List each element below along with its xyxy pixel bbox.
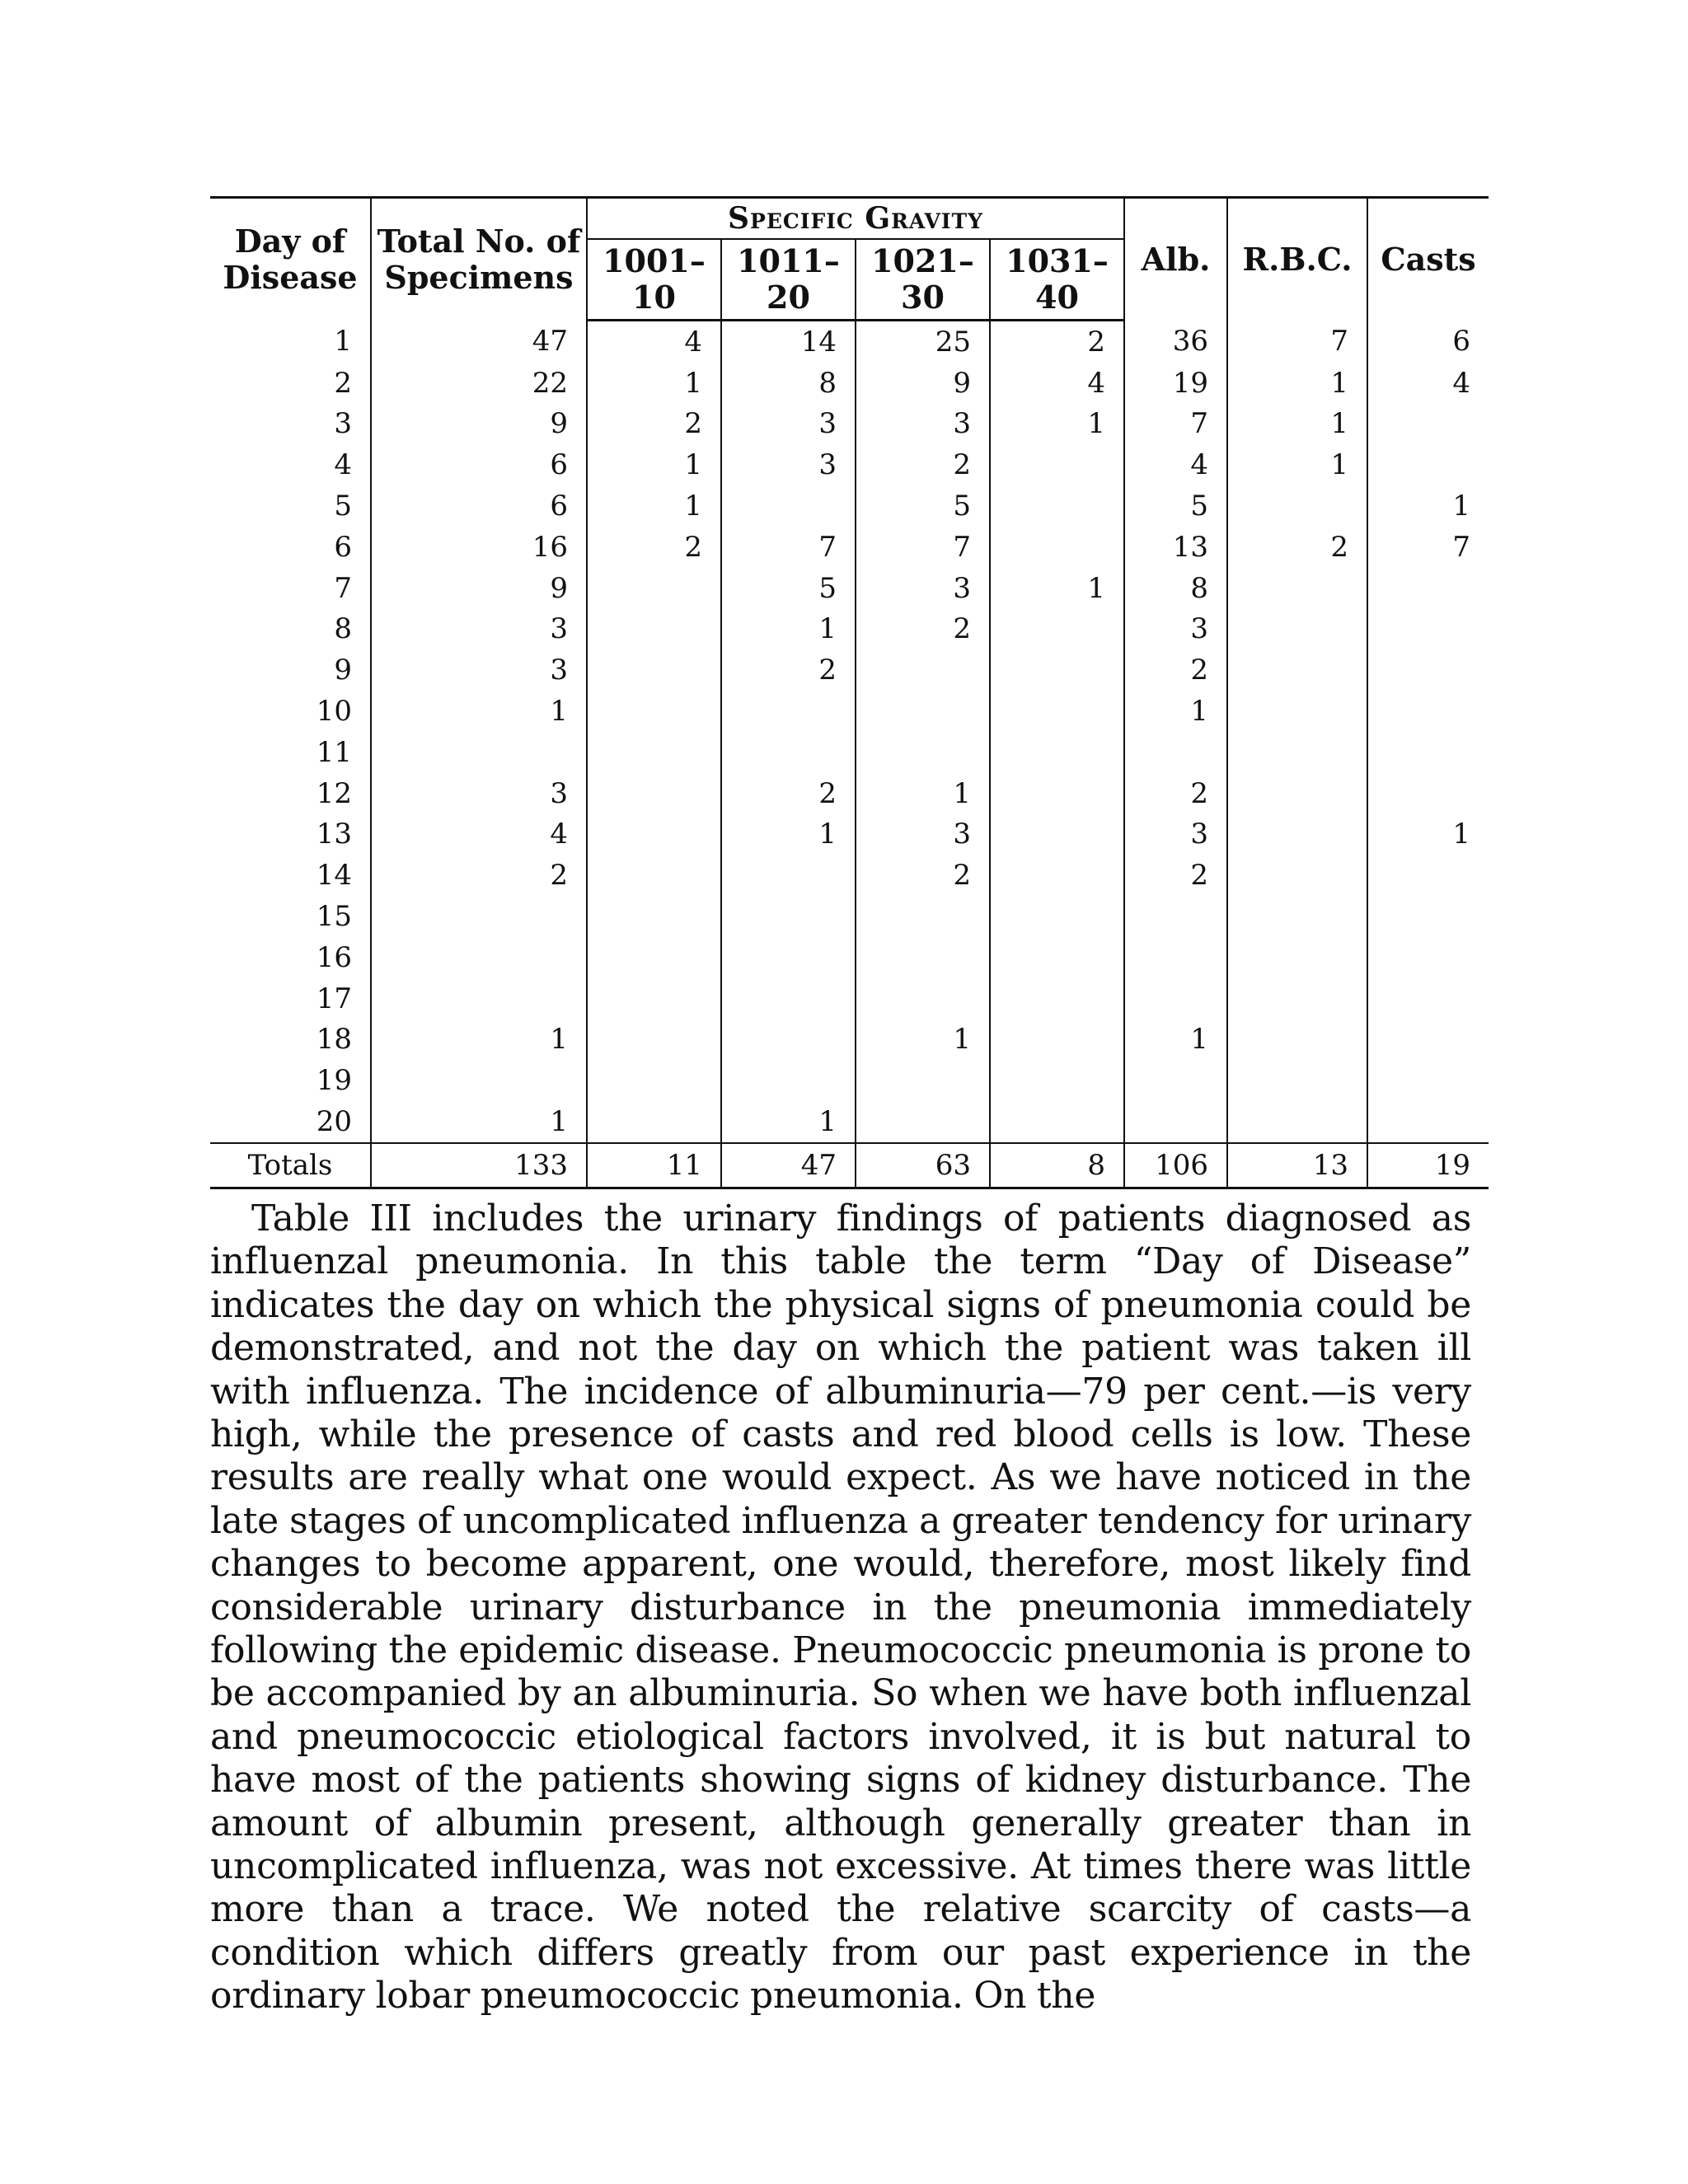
cell-sg-1011-20: 8 <box>721 363 856 404</box>
cell-casts <box>1367 691 1489 732</box>
cell-sg-1011-20: 3 <box>721 444 856 485</box>
cell-sg-1021-30: 9 <box>856 363 990 404</box>
cell-sg-1011-20: 1 <box>721 814 856 855</box>
cell-total: 1 <box>371 1101 587 1143</box>
cell-total: 1 <box>371 691 587 732</box>
table-row <box>210 1019 1489 1061</box>
cell-alb: 1 <box>1124 691 1227 732</box>
cell-sg-1031-40 <box>990 1101 1124 1143</box>
cell-sg-1031-40 <box>990 978 1124 1019</box>
header-sg-1021-30: 1021–30 <box>856 239 990 321</box>
table-row <box>210 444 1489 485</box>
total-sg-1001-10: 11 <box>587 1143 721 1188</box>
body-paragraph: Table III includes the urinary findings of patients diagnosed as influenzal pneumonia. In this table the term “Day of Disease” indicates the day on which the physical signs of pneumonia could be demonstrated, and not the day on which the patient was taken ill with influenza. The incidence of albuminuria—79 per cent.—is very high, while the presence of casts and red blood cells is low. These results are really what one would expect. As we have noticed in the late stages of uncomplicated influenza a greater tendency for urinary changes to become apparent, one would, therefore, most likely find considerable urinary disturbance in the pneumonia immediately following the epidemic disease. Pneumococcic pneumonia is prone to be accompanied by an albuminuria. So when we have both influenzal and pneumococcic etiological factors involved, it is but natural to have most of the patients showing signs of kidney disturbance. The amount of albumin present, although generally greater than in uncomplicated influenza, was not excessive. At times there was little more than a trace. We noted the relative scarcity of casts—a condition which differs greatly from our past experience in the ordinary lobar pneumococcic pneumonia. On the <box>210 1197 1471 2018</box>
cell-sg-1011-20: 2 <box>721 649 856 691</box>
cell-sg-1031-40: 1 <box>990 568 1124 609</box>
cell-sg-1031-40 <box>990 814 1124 855</box>
cell-casts <box>1367 937 1489 978</box>
table-row <box>210 363 1489 404</box>
total-rbc: 13 <box>1227 1143 1367 1188</box>
cell-day: 7 <box>210 568 371 609</box>
cell-alb: 19 <box>1124 363 1227 404</box>
cell-total <box>371 1060 587 1101</box>
cell-casts <box>1367 1019 1489 1061</box>
cell-sg-1011-20: 1 <box>721 609 856 650</box>
header-total-specimens: Total No. of Specimens <box>371 198 587 321</box>
cell-casts <box>1367 444 1489 485</box>
cell-sg-1021-30: 5 <box>856 485 990 527</box>
cell-day: 2 <box>210 363 371 404</box>
document-page <box>210 196 1476 2018</box>
cell-rbc <box>1227 1101 1367 1143</box>
cell-sg-1011-20 <box>721 978 856 1019</box>
cell-sg-1011-20: 7 <box>721 527 856 568</box>
cell-rbc <box>1227 485 1367 527</box>
table-row <box>210 978 1489 1019</box>
cell-total: 4 <box>371 814 587 855</box>
cell-alb: 2 <box>1124 855 1227 896</box>
cell-sg-1001-10 <box>587 814 721 855</box>
totals-row <box>210 1143 1489 1188</box>
cell-alb: 3 <box>1124 609 1227 650</box>
cell-rbc <box>1227 1060 1367 1101</box>
cell-alb <box>1124 1101 1227 1143</box>
cell-sg-1001-10 <box>587 896 721 937</box>
cell-sg-1031-40: 1 <box>990 404 1124 445</box>
cell-sg-1021-30: 1 <box>856 1019 990 1061</box>
cell-sg-1021-30: 2 <box>856 609 990 650</box>
cell-alb <box>1124 937 1227 978</box>
cell-rbc <box>1227 609 1367 650</box>
cell-sg-1021-30: 2 <box>856 855 990 896</box>
cell-sg-1031-40 <box>990 1019 1124 1061</box>
cell-alb: 7 <box>1124 404 1227 445</box>
cell-alb <box>1124 896 1227 937</box>
cell-sg-1001-10 <box>587 568 721 609</box>
cell-sg-1001-10 <box>587 855 721 896</box>
cell-sg-1031-40 <box>990 896 1124 937</box>
table-body <box>210 321 1489 1188</box>
cell-day: 13 <box>210 814 371 855</box>
cell-day: 14 <box>210 855 371 896</box>
cell-alb: 8 <box>1124 568 1227 609</box>
cell-sg-1011-20 <box>721 1019 856 1061</box>
cell-sg-1031-40 <box>990 485 1124 527</box>
cell-sg-1021-30 <box>856 937 990 978</box>
cell-rbc <box>1227 732 1367 773</box>
table-row <box>210 896 1489 937</box>
cell-sg-1001-10 <box>587 978 721 1019</box>
cell-day: 20 <box>210 1101 371 1143</box>
cell-sg-1031-40 <box>990 773 1124 814</box>
cell-sg-1021-30: 3 <box>856 814 990 855</box>
header-sg-1011-20: 1011–20 <box>721 239 856 321</box>
table-row <box>210 732 1489 773</box>
cell-sg-1021-30 <box>856 691 990 732</box>
cell-rbc: 2 <box>1227 527 1367 568</box>
cell-rbc <box>1227 691 1367 732</box>
cell-alb <box>1124 1060 1227 1101</box>
total-sg-1011-20: 47 <box>721 1143 856 1188</box>
cell-sg-1001-10 <box>587 1060 721 1101</box>
cell-total: 9 <box>371 568 587 609</box>
cell-casts: 1 <box>1452 490 1471 523</box>
cell-alb: 2 <box>1124 649 1227 691</box>
cell-sg-1001-10: 2 <box>587 527 721 568</box>
cell-rbc <box>1227 855 1367 896</box>
cell-sg-1001-10 <box>587 773 721 814</box>
header-casts: Casts <box>1367 198 1489 321</box>
cell-sg-1011-20 <box>721 1060 856 1101</box>
cell-alb: 13 <box>1124 527 1227 568</box>
totals-label: Totals <box>210 1143 371 1188</box>
cell-sg-1031-40 <box>990 732 1124 773</box>
table-row <box>210 937 1489 978</box>
cell-sg-1031-40 <box>990 1060 1124 1101</box>
cell-rbc <box>1227 773 1367 814</box>
cell-sg-1021-30 <box>856 978 990 1019</box>
cell-alb: 2 <box>1124 773 1227 814</box>
cell-sg-1001-10: 4 <box>587 321 721 363</box>
total-sg-1021-30: 63 <box>856 1143 990 1188</box>
cell-sg-1021-30: 2 <box>856 444 990 485</box>
cell-day: 8 <box>210 609 371 650</box>
cell-sg-1001-10 <box>587 691 721 732</box>
cell-rbc <box>1227 896 1367 937</box>
cell-day: 3 <box>210 404 371 445</box>
cell-day: 16 <box>210 937 371 978</box>
cell-casts <box>1367 1060 1489 1101</box>
total-casts: 19 <box>1367 1143 1489 1188</box>
table-row <box>210 609 1489 650</box>
cell-sg-1001-10 <box>587 649 721 691</box>
cell-total: 16 <box>371 527 587 568</box>
cell-total <box>371 896 587 937</box>
table-row <box>210 855 1489 896</box>
cell-rbc <box>1227 568 1367 609</box>
cell-sg-1021-30: 3 <box>856 568 990 609</box>
cell-day: 4 <box>210 444 371 485</box>
cell-total: 3 <box>371 773 587 814</box>
cell-alb: 1 <box>1124 1019 1227 1061</box>
cell-day: 6 <box>210 527 371 568</box>
cell-total: 6 <box>371 485 587 527</box>
cell-sg-1011-20: 3 <box>721 404 856 445</box>
table-row <box>210 568 1489 609</box>
cell-day: 9 <box>210 649 371 691</box>
cell-rbc: 7 <box>1227 321 1367 363</box>
cell-sg-1001-10 <box>587 1019 721 1061</box>
table-row <box>210 773 1489 814</box>
cell-day: 1 <box>210 321 371 363</box>
cell-total <box>371 732 587 773</box>
total-sg-1031-40: 8 <box>990 1143 1124 1188</box>
cell-rbc <box>1227 937 1367 978</box>
cell-sg-1001-10: 1 <box>587 444 721 485</box>
cell-sg-1011-20 <box>721 485 856 527</box>
cell-total: 9 <box>371 404 587 445</box>
cell-casts <box>1367 896 1489 937</box>
header-rbc: R.B.C. <box>1227 198 1367 321</box>
cell-casts <box>1367 404 1489 445</box>
cell-sg-1031-40 <box>990 444 1124 485</box>
cell-sg-1021-30: 3 <box>856 404 990 445</box>
cell-total <box>371 937 587 978</box>
cell-sg-1021-30 <box>856 1101 990 1143</box>
cell-day: 19 <box>210 1060 371 1101</box>
cell-alb: 3 <box>1124 814 1227 855</box>
cell-total: 1 <box>371 1019 587 1061</box>
header-specific-gravity: Specific Gravity <box>587 198 1124 240</box>
table-row <box>210 485 1489 527</box>
cell-alb: 36 <box>1124 321 1227 363</box>
cell-sg-1031-40 <box>990 649 1124 691</box>
cell-sg-1021-30: 25 <box>856 321 990 363</box>
cell-sg-1021-30: 1 <box>856 773 990 814</box>
cell-total: 2 <box>371 855 587 896</box>
cell-sg-1011-20: 2 <box>721 773 856 814</box>
cell-sg-1001-10: 1 <box>587 485 721 527</box>
cell-sg-1031-40: 4 <box>990 363 1124 404</box>
cell-sg-1001-10 <box>587 937 721 978</box>
cell-sg-1001-10: 2 <box>587 404 721 445</box>
cell-sg-1011-20 <box>721 896 856 937</box>
table-row <box>210 691 1489 732</box>
table-row <box>210 404 1489 445</box>
cell-sg-1011-20 <box>721 937 856 978</box>
cell-sg-1001-10: 1 <box>587 363 721 404</box>
cell-casts: 1 <box>1452 818 1471 851</box>
cell-total: 6 <box>371 444 587 485</box>
cell-day: 12 <box>210 773 371 814</box>
cell-sg-1001-10 <box>587 1101 721 1143</box>
header-sg-1031-40: 1031–40 <box>990 239 1124 321</box>
cell-alb <box>1124 978 1227 1019</box>
table-row <box>210 527 1489 568</box>
cell-sg-1031-40 <box>990 527 1124 568</box>
cell-casts <box>1367 855 1489 896</box>
header-sg-1001-10: 1001–10 <box>587 239 721 321</box>
table-row <box>210 814 1489 855</box>
cell-sg-1011-20: 5 <box>721 568 856 609</box>
cell-sg-1031-40: 2 <box>990 321 1124 363</box>
cell-sg-1021-30 <box>856 1060 990 1101</box>
cell-total: 47 <box>371 321 587 363</box>
cell-day: 5 <box>210 485 371 527</box>
cell-sg-1031-40 <box>990 937 1124 978</box>
total-total: 133 <box>371 1143 587 1188</box>
cell-day: 15 <box>210 896 371 937</box>
cell-sg-1011-20 <box>721 691 856 732</box>
cell-sg-1011-20: 1 <box>721 1101 856 1143</box>
header-day-of-disease: Day of Disease <box>210 198 371 321</box>
cell-sg-1021-30 <box>856 896 990 937</box>
cell-sg-1001-10 <box>587 732 721 773</box>
cell-sg-1031-40 <box>990 855 1124 896</box>
cell-sg-1011-20: 14 <box>721 321 856 363</box>
table-row <box>210 1060 1489 1101</box>
cell-total: 3 <box>371 609 587 650</box>
cell-casts: 6 <box>1452 325 1471 359</box>
cell-sg-1021-30 <box>856 732 990 773</box>
cell-casts <box>1367 649 1489 691</box>
cell-sg-1011-20 <box>721 855 856 896</box>
header-alb: Alb. <box>1124 198 1227 321</box>
cell-casts <box>1367 568 1489 609</box>
cell-sg-1021-30 <box>856 649 990 691</box>
cell-total <box>371 978 587 1019</box>
cell-sg-1031-40 <box>990 691 1124 732</box>
cell-rbc <box>1227 649 1367 691</box>
cell-casts <box>1367 773 1489 814</box>
table-row <box>210 1101 1489 1143</box>
cell-casts: 4 <box>1452 366 1471 400</box>
cell-sg-1031-40 <box>990 609 1124 650</box>
cell-total: 3 <box>371 649 587 691</box>
cell-day: 17 <box>210 978 371 1019</box>
cell-alb: 5 <box>1124 485 1227 527</box>
cell-sg-1021-30: 7 <box>856 527 990 568</box>
urinary-findings-table <box>210 196 1489 1189</box>
cell-rbc <box>1227 978 1367 1019</box>
cell-alb: 4 <box>1124 444 1227 485</box>
cell-rbc: 1 <box>1227 363 1367 404</box>
cell-day: 18 <box>210 1019 371 1061</box>
cell-day: 10 <box>210 691 371 732</box>
table-row <box>210 321 1489 363</box>
cell-day: 11 <box>210 732 371 773</box>
cell-casts <box>1367 732 1489 773</box>
total-alb: 106 <box>1124 1143 1227 1188</box>
table-row <box>210 649 1489 691</box>
cell-sg-1001-10 <box>587 609 721 650</box>
cell-rbc <box>1227 1019 1367 1061</box>
cell-rbc <box>1227 814 1367 855</box>
cell-sg-1011-20 <box>721 732 856 773</box>
cell-rbc: 1 <box>1227 404 1367 445</box>
cell-casts <box>1367 609 1489 650</box>
cell-casts <box>1367 1101 1489 1143</box>
cell-alb <box>1124 732 1227 773</box>
cell-casts: 7 <box>1452 530 1471 564</box>
cell-rbc: 1 <box>1227 444 1367 485</box>
cell-casts <box>1367 978 1489 1019</box>
cell-total: 22 <box>371 363 587 404</box>
